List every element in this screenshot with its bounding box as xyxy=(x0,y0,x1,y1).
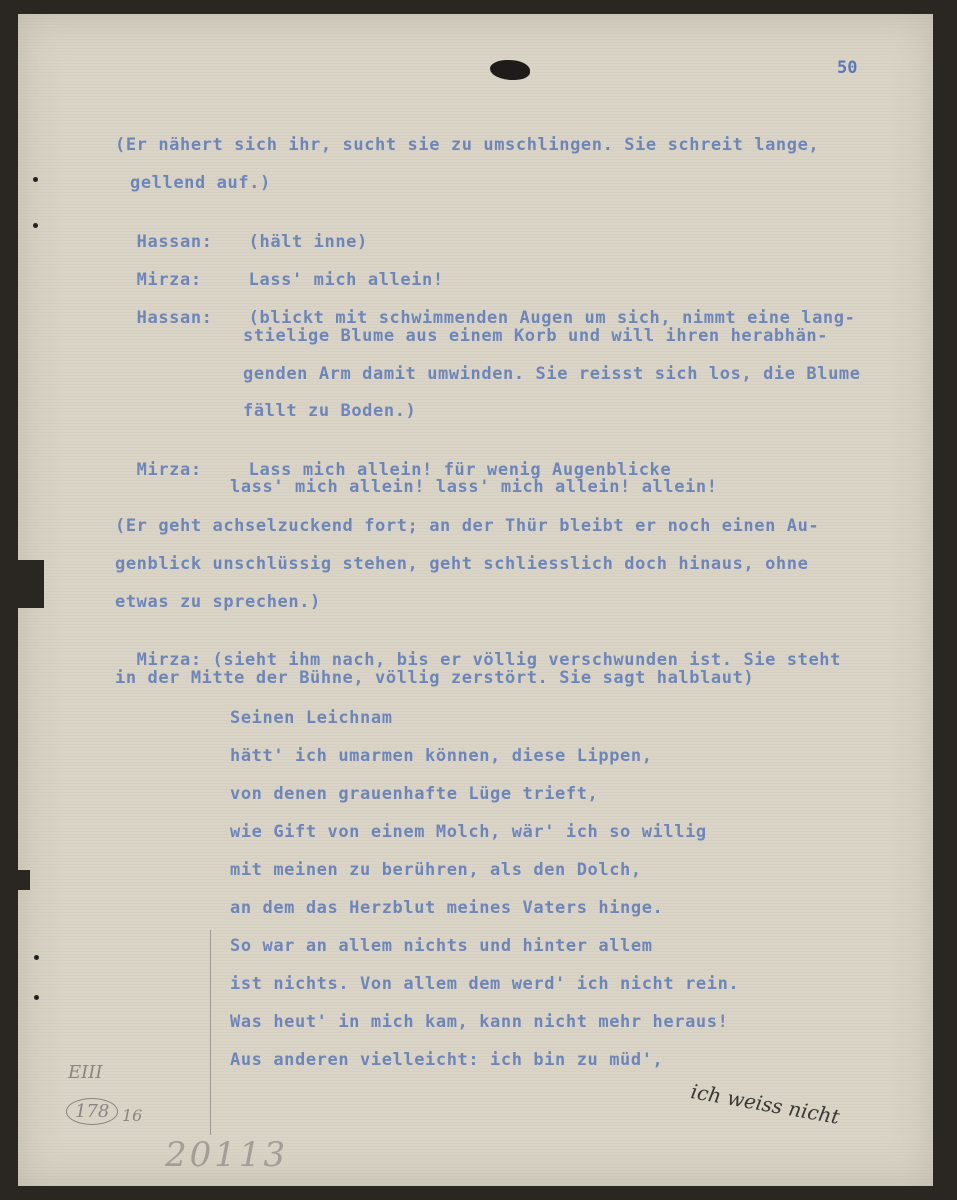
dialogue-text: (sieht ihm nach, bis er völlig verschwunden ist. Sie steht xyxy=(212,650,841,670)
verse-line: Seinen Leichnam xyxy=(230,708,393,728)
verse-line: ist nichts. Von allem dem werd' ich nicht rein. xyxy=(230,974,740,994)
stage-direction: (Er geht achselzuckend fort; an der Thür bleibt er noch einen Au- xyxy=(115,516,820,536)
hole-punch-mark xyxy=(33,177,38,182)
verse-line: hätt' ich umarmen können, diese Lippen, xyxy=(230,746,653,766)
speaker-name: Mirza: xyxy=(136,460,202,480)
dialogue-text: (blickt mit schwimmenden Augen um sich, nimmt eine lang- xyxy=(248,308,856,328)
dialogue-line xyxy=(115,440,671,480)
speaker-name: Hassan: xyxy=(136,308,213,328)
verse-line: wie Gift von einem Molch, wär' ich so willig xyxy=(230,822,707,842)
verse-line: Was heut' in mich kam, kann nicht mehr heraus! xyxy=(230,1012,729,1032)
page-number: 50 xyxy=(837,58,858,78)
archive-number: 20113 xyxy=(165,1135,289,1175)
stage-direction: genblick unschlüssig stehen, geht schliesslich doch hinaus, ohne xyxy=(115,554,809,574)
dialogue-line xyxy=(115,630,841,670)
verse-line: So war an allem nichts und hinter allem xyxy=(230,936,653,956)
dialogue-text: Lass' mich allein! xyxy=(248,270,444,290)
dialogue-text: stielige Blume aus einem Korb und will ihren herabhän- xyxy=(243,326,829,346)
verse-line: von denen grauenhafte Lüge trieft, xyxy=(230,784,599,804)
verse-line: Aus anderen vielleicht: ich bin zu müd', xyxy=(230,1050,664,1070)
hole-punch-mark xyxy=(33,223,38,228)
folio-number: 178 xyxy=(66,1098,118,1125)
hole-punch-mark xyxy=(34,955,39,960)
stage-direction: gellend auf.) xyxy=(130,173,271,193)
speaker-name: Hassan: xyxy=(136,232,213,252)
stage-direction: etwas zu sprechen.) xyxy=(115,592,321,612)
torn-edge xyxy=(18,870,30,890)
hole-punch-mark xyxy=(34,995,39,1000)
stage-direction: (Er nähert sich ihr, sucht sie zu umschlingen. Sie schreit lange, xyxy=(115,135,820,155)
dialogue-text: Lass mich allein! für wenig Augenblicke xyxy=(248,460,672,480)
dialogue-line xyxy=(115,212,368,252)
handwritten-note: ich weiss nicht xyxy=(689,1079,842,1129)
stage-direction: in der Mitte der Bühne, völlig zerstört. Sie sagt halblaut) xyxy=(115,668,755,688)
dialogue-text: (hält inne) xyxy=(248,232,368,252)
dialogue-text: lass' mich allein! lass' mich allein! allein! xyxy=(230,477,718,497)
speaker-name: Mirza: xyxy=(136,270,202,290)
speaker-name: Mirza: xyxy=(136,650,202,670)
verse-line: mit meinen zu berühren, als den Dolch, xyxy=(230,860,642,880)
pencil-margin-line xyxy=(210,930,211,1135)
folio-sub-number: 16 xyxy=(122,1106,143,1125)
torn-edge xyxy=(18,560,44,608)
dialogue-line xyxy=(115,288,855,328)
dialogue-text: fällt zu Boden.) xyxy=(243,401,417,421)
dialogue-text: genden Arm damit umwinden. Sie reisst sich los, die Blume xyxy=(243,364,861,384)
dialogue-line xyxy=(115,250,444,290)
margin-mark: EIII xyxy=(68,1062,103,1083)
verse-line: an dem das Herzblut meines Vaters hinge. xyxy=(230,898,664,918)
